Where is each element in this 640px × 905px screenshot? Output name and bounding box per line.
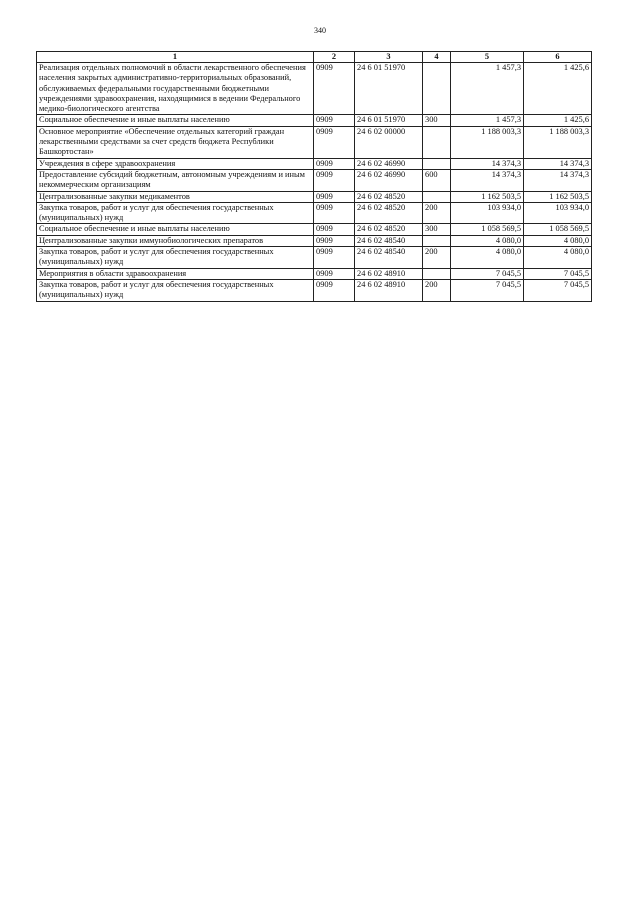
expense-type-cell: 300	[423, 224, 451, 235]
target-article-cell: 24 6 02 48520	[355, 191, 423, 202]
target-article-cell: 24 6 02 48540	[355, 247, 423, 269]
expense-type-cell	[423, 158, 451, 169]
column-header: 1	[37, 52, 314, 63]
amount-col6-cell: 103 934,0	[524, 202, 592, 224]
target-article-cell: 24 6 02 46990	[355, 158, 423, 169]
section-code-cell: 0909	[314, 126, 355, 158]
amount-col5-cell: 1 188 003,3	[451, 126, 524, 158]
table-row	[37, 224, 592, 235]
target-article-cell: 24 6 02 48910	[355, 279, 423, 301]
table-row	[37, 268, 592, 279]
amount-col5-cell: 7 045,5	[451, 268, 524, 279]
expense-type-cell: 200	[423, 279, 451, 301]
expense-type-cell: 600	[423, 169, 451, 191]
amount-col6-cell: 1 058 569,5	[524, 224, 592, 235]
column-header: 5	[451, 52, 524, 63]
section-code-cell: 0909	[314, 247, 355, 269]
amount-col5-cell: 103 934,0	[451, 202, 524, 224]
amount-col5-cell: 14 374,3	[451, 169, 524, 191]
item-name-cell: Закупка товаров, работ и услуг для обеспечения государственных (муниципальных) нужд	[37, 202, 314, 224]
section-code-cell: 0909	[314, 224, 355, 235]
table-row	[37, 63, 592, 115]
section-code-cell: 0909	[314, 202, 355, 224]
section-code-cell: 0909	[314, 191, 355, 202]
table-row	[37, 126, 592, 158]
amount-col5-cell: 1 162 503,5	[451, 191, 524, 202]
item-name-cell: Реализация отдельных полномочий в области лекарственного обеспечения населения закрытых административно-территориальных образований, обслуживаемых федеральными государственными бюджетными учреждениями здравоохранения, находящимися в ведении Федерального медико-биологического агентства	[37, 63, 314, 115]
amount-col6-cell: 1 188 003,3	[524, 126, 592, 158]
amount-col6-cell: 14 374,3	[524, 169, 592, 191]
expense-type-cell: 200	[423, 202, 451, 224]
amount-col6-cell: 14 374,3	[524, 158, 592, 169]
table-row	[37, 202, 592, 224]
table-row	[37, 279, 592, 301]
expense-type-cell: 300	[423, 115, 451, 126]
item-name-cell: Социальное обеспечение и иные выплаты населению	[37, 224, 314, 235]
page-number: 340	[314, 26, 326, 35]
amount-col5-cell: 14 374,3	[451, 158, 524, 169]
item-name-cell: Основное мероприятие «Обеспечение отдельных категорий граждан лекарственными средствами за счет средств бюджета Республики Башкортостан»	[37, 126, 314, 158]
budget-table	[36, 51, 592, 302]
section-code-cell: 0909	[314, 235, 355, 246]
expense-type-cell	[423, 268, 451, 279]
table-header-row	[37, 52, 592, 63]
table-row	[37, 247, 592, 269]
amount-col6-cell: 1 162 503,5	[524, 191, 592, 202]
item-name-cell: Централизованные закупки иммунобиологических препаратов	[37, 235, 314, 246]
amount-col5-cell: 4 080,0	[451, 247, 524, 269]
expense-type-cell	[423, 191, 451, 202]
target-article-cell: 24 6 02 48520	[355, 202, 423, 224]
target-article-cell: 24 6 02 48540	[355, 235, 423, 246]
section-code-cell: 0909	[314, 169, 355, 191]
table-row	[37, 115, 592, 126]
amount-col5-cell: 7 045,5	[451, 279, 524, 301]
amount-col5-cell: 1 058 569,5	[451, 224, 524, 235]
table-row	[37, 191, 592, 202]
table-row	[37, 169, 592, 191]
expense-type-cell	[423, 63, 451, 115]
target-article-cell: 24 6 02 46990	[355, 169, 423, 191]
section-code-cell: 0909	[314, 268, 355, 279]
target-article-cell: 24 6 02 48910	[355, 268, 423, 279]
section-code-cell: 0909	[314, 158, 355, 169]
section-code-cell: 0909	[314, 115, 355, 126]
amount-col5-cell: 1 457,3	[451, 115, 524, 126]
target-article-cell: 24 6 01 51970	[355, 115, 423, 126]
item-name-cell: Учреждения в сфере здравоохранения	[37, 158, 314, 169]
item-name-cell: Мероприятия в области здравоохранения	[37, 268, 314, 279]
target-article-cell: 24 6 01 51970	[355, 63, 423, 115]
target-article-cell: 24 6 02 00000	[355, 126, 423, 158]
amount-col6-cell: 4 080,0	[524, 235, 592, 246]
target-article-cell: 24 6 02 48520	[355, 224, 423, 235]
section-code-cell: 0909	[314, 279, 355, 301]
column-header: 2	[314, 52, 355, 63]
amount-col6-cell: 1 425,6	[524, 63, 592, 115]
item-name-cell: Социальное обеспечение и иные выплаты населению	[37, 115, 314, 126]
section-code-cell: 0909	[314, 63, 355, 115]
amount-col6-cell: 7 045,5	[524, 279, 592, 301]
amount-col5-cell: 1 457,3	[451, 63, 524, 115]
column-header: 3	[355, 52, 423, 63]
amount-col6-cell: 1 425,6	[524, 115, 592, 126]
item-name-cell: Предоставление субсидий бюджетным, автономным учреждениям и иным некоммерческим организациям	[37, 169, 314, 191]
expense-type-cell	[423, 235, 451, 246]
expense-type-cell: 200	[423, 247, 451, 269]
item-name-cell: Закупка товаров, работ и услуг для обеспечения государственных (муниципальных) нужд	[37, 247, 314, 269]
amount-col6-cell: 4 080,0	[524, 247, 592, 269]
column-header: 6	[524, 52, 592, 63]
column-header: 4	[423, 52, 451, 63]
amount-col5-cell: 4 080,0	[451, 235, 524, 246]
table-row	[37, 158, 592, 169]
amount-col6-cell: 7 045,5	[524, 268, 592, 279]
expense-type-cell	[423, 126, 451, 158]
item-name-cell: Закупка товаров, работ и услуг для обеспечения государственных (муниципальных) нужд	[37, 279, 314, 301]
item-name-cell: Централизованные закупки медикаментов	[37, 191, 314, 202]
table-row	[37, 235, 592, 246]
